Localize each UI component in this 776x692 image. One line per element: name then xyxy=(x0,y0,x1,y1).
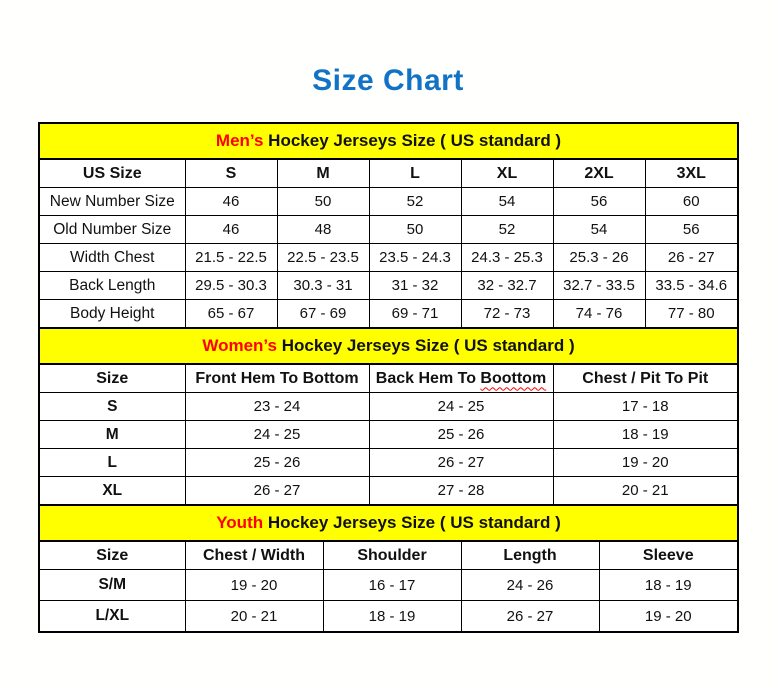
header-cell: Front Hem To Bottom xyxy=(185,365,369,393)
value-cell: 25 - 26 xyxy=(369,421,553,449)
header-cell: M xyxy=(277,160,369,188)
header-cell: Chest / Pit To Pit xyxy=(553,365,737,393)
misspelled-word: Boottom xyxy=(480,369,547,387)
value-cell: 24 - 26 xyxy=(461,570,599,601)
table-row xyxy=(40,393,737,421)
table-row xyxy=(40,300,737,328)
value-cell: 32.7 - 33.5 xyxy=(553,272,645,300)
value-cell: 50 xyxy=(277,188,369,216)
value-cell: 25.3 - 26 xyxy=(553,244,645,272)
value-cell: 52 xyxy=(461,216,553,244)
row-label-cell: Old Number Size xyxy=(40,216,185,244)
womens-header-row xyxy=(40,365,737,393)
value-cell: 46 xyxy=(185,216,277,244)
value-cell: 54 xyxy=(553,216,645,244)
value-cell: 29.5 - 30.3 xyxy=(185,272,277,300)
value-cell: 27 - 28 xyxy=(369,477,553,505)
table-row xyxy=(40,570,737,601)
value-cell: 20 - 21 xyxy=(185,601,323,632)
value-cell: 19 - 20 xyxy=(553,449,737,477)
table-row xyxy=(40,601,737,632)
value-cell: 54 xyxy=(461,188,553,216)
header-cell: Sleeve xyxy=(599,542,737,570)
row-label-cell: Width Chest xyxy=(40,244,185,272)
value-cell: 72 - 73 xyxy=(461,300,553,328)
value-cell: 24.3 - 25.3 xyxy=(461,244,553,272)
heading-accent-mens: Men’s xyxy=(215,131,264,150)
youth-size-table xyxy=(40,542,737,631)
row-label-cell: S xyxy=(40,393,185,421)
value-cell: 32 - 32.7 xyxy=(461,272,553,300)
table-row xyxy=(40,244,737,272)
row-label-cell: M xyxy=(40,421,185,449)
value-cell: 26 - 27 xyxy=(461,601,599,632)
value-cell: 33.5 - 34.6 xyxy=(645,272,737,300)
value-cell: 56 xyxy=(645,216,737,244)
header-cell: L xyxy=(369,160,461,188)
header-cell: S xyxy=(185,160,277,188)
header-cell: Size xyxy=(40,365,185,393)
value-cell: 26 - 27 xyxy=(645,244,737,272)
heading-rest-mens: Hockey Jerseys Size ( US standard ) xyxy=(263,131,562,150)
table-row xyxy=(40,449,737,477)
table-row xyxy=(40,216,737,244)
value-cell: 56 xyxy=(553,188,645,216)
value-cell: 31 - 32 xyxy=(369,272,461,300)
header-cell: Length xyxy=(461,542,599,570)
header-cell: Shoulder xyxy=(323,542,461,570)
row-label-cell: XL xyxy=(40,477,185,505)
header-cell: XL xyxy=(461,160,553,188)
value-cell: 48 xyxy=(277,216,369,244)
value-cell: 22.5 - 23.5 xyxy=(277,244,369,272)
value-cell: 18 - 19 xyxy=(553,421,737,449)
value-cell: 24 - 25 xyxy=(185,421,369,449)
header-cell: Size xyxy=(40,542,185,570)
page-title: Size Chart xyxy=(312,64,464,97)
value-cell: 23 - 24 xyxy=(185,393,369,421)
table-row xyxy=(40,421,737,449)
value-cell: 25 - 26 xyxy=(185,449,369,477)
row-label-cell: L/XL xyxy=(40,601,185,632)
row-label-cell: Back Length xyxy=(40,272,185,300)
value-cell: 24 - 25 xyxy=(369,393,553,421)
row-label-cell: Body Height xyxy=(40,300,185,328)
table-row xyxy=(40,272,737,300)
value-cell: 26 - 27 xyxy=(369,449,553,477)
heading-rest-womens: Hockey Jerseys Size ( US standard ) xyxy=(276,336,575,355)
value-cell: 50 xyxy=(369,216,461,244)
value-cell: 16 - 17 xyxy=(323,570,461,601)
value-cell: 30.3 - 31 xyxy=(277,272,369,300)
header-cell xyxy=(369,365,553,393)
womens-size-table xyxy=(40,365,737,504)
value-cell: 18 - 19 xyxy=(599,570,737,601)
value-cell: 67 - 69 xyxy=(277,300,369,328)
heading-accent-womens: Women’s xyxy=(202,336,277,355)
mens-header-row xyxy=(40,160,737,188)
value-cell: 21.5 - 22.5 xyxy=(185,244,277,272)
header-cell: 3XL xyxy=(645,160,737,188)
header-cell: US Size xyxy=(40,160,185,188)
value-cell: 20 - 21 xyxy=(553,477,737,505)
header-cell: Chest / Width xyxy=(185,542,323,570)
row-label-cell: S/M xyxy=(40,570,185,601)
mens-size-table xyxy=(40,160,737,327)
row-label-cell: New Number Size xyxy=(40,188,185,216)
youth-header-row xyxy=(40,542,737,570)
section-heading-womens xyxy=(40,327,737,365)
value-cell: 74 - 76 xyxy=(553,300,645,328)
value-cell: 23.5 - 24.3 xyxy=(369,244,461,272)
heading-rest-youth: Hockey Jerseys Size ( US standard ) xyxy=(263,513,561,532)
heading-accent-youth: Youth xyxy=(216,513,264,532)
row-label-cell: L xyxy=(40,449,185,477)
header-cell: 2XL xyxy=(553,160,645,188)
header-cell-text: Back Hem To xyxy=(375,369,481,387)
value-cell: 46 xyxy=(185,188,277,216)
value-cell: 52 xyxy=(369,188,461,216)
table-row xyxy=(40,188,737,216)
value-cell: 65 - 67 xyxy=(185,300,277,328)
section-heading-mens xyxy=(40,124,737,160)
value-cell: 18 - 19 xyxy=(323,601,461,632)
table-row xyxy=(40,477,737,505)
value-cell: 26 - 27 xyxy=(185,477,369,505)
value-cell: 19 - 20 xyxy=(599,601,737,632)
value-cell: 69 - 71 xyxy=(369,300,461,328)
value-cell: 60 xyxy=(645,188,737,216)
value-cell: 77 - 80 xyxy=(645,300,737,328)
value-cell: 19 - 20 xyxy=(185,570,323,601)
value-cell: 17 - 18 xyxy=(553,393,737,421)
section-heading-youth xyxy=(40,504,737,542)
size-chart-tables xyxy=(38,122,739,633)
